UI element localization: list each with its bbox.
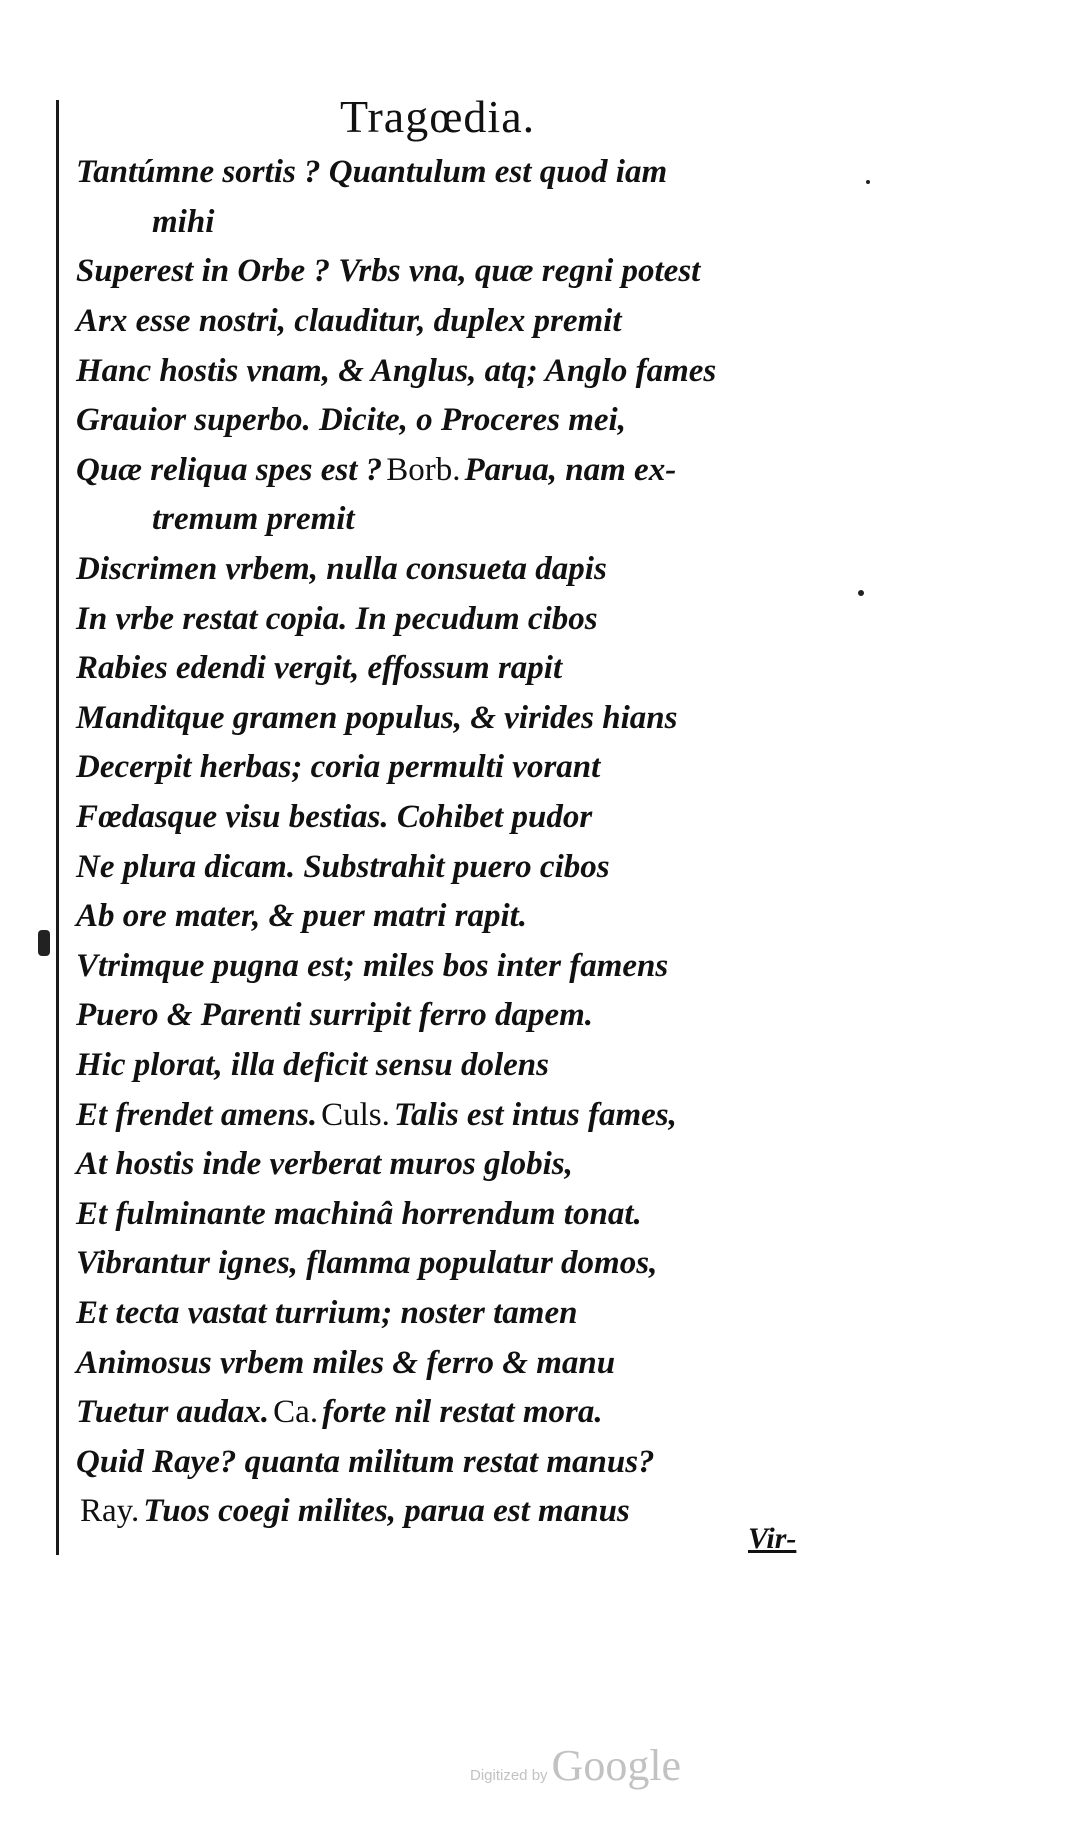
verse-line <box>76 1041 836 1091</box>
verse-text: Et fulminante machinâ horrendum tonat. <box>76 1195 642 1232</box>
watermark-prefix: Digitized by <box>470 1767 548 1784</box>
verse-line <box>76 991 836 1041</box>
verse-text: forte nil restat mora. <box>322 1394 603 1431</box>
speaker-label: Culs. <box>321 1096 390 1133</box>
verse-text: Puero & Parenti surripit ferro dapem. <box>76 997 594 1034</box>
verse-line <box>76 148 836 198</box>
verse-text: tremum premit <box>152 501 355 538</box>
digitized-watermark <box>470 1740 681 1791</box>
verse-line <box>76 495 836 545</box>
verse-text: Parua, nam ex- <box>464 451 677 488</box>
verse-text: Fœdasque visu bestias. Cohibet pudor <box>76 799 593 836</box>
verse-text: Decerpit herbas; coria permulti vorant <box>76 749 601 786</box>
verse-block <box>76 148 836 1537</box>
watermark-brand: Google <box>551 1741 682 1790</box>
verse-text: At hostis inde verberat muros globis, <box>76 1146 573 1183</box>
verse-line <box>76 1289 836 1339</box>
verse-text: Superest in Orbe ? Vrbs vna, quæ regni potest <box>76 253 701 290</box>
verse-text: Discrimen vrbem, nulla consueta dapis <box>76 551 607 588</box>
verse-text: Vibrantur ignes, flamma populatur domos, <box>76 1245 658 1282</box>
verse-line <box>76 793 836 843</box>
verse-text: Ne plura dicam. Substrahit puero cibos <box>76 848 610 885</box>
running-head: Tragœdia. <box>340 91 536 142</box>
margin-rule <box>56 100 59 1555</box>
verse-text: Rabies edendi vergit, effossum rapit <box>76 650 563 687</box>
verse-text: Arx esse nostri, clauditur, duplex premit <box>76 303 622 340</box>
verse-line <box>76 446 836 496</box>
verse-line <box>76 198 836 248</box>
verse-text: Manditque gramen populus, & virides hians <box>76 699 678 736</box>
verse-text: Quæ reliqua spes est ? <box>76 451 383 488</box>
verse-text: Vtrimque pugna est; miles bos inter famens <box>76 947 669 984</box>
verse-line <box>76 1338 836 1388</box>
verse-text: Ab ore mater, & puer matri rapit. <box>76 898 528 935</box>
verse-text: Animosus vrbem miles & ferro & manu <box>76 1344 616 1381</box>
verse-line <box>76 842 836 892</box>
verse-line <box>76 396 836 446</box>
verse-line <box>76 694 836 744</box>
verse-text: Hic plorat, illa deficit sensu dolens <box>76 1046 550 1083</box>
ink-speck <box>858 590 864 596</box>
verse-line <box>76 892 836 942</box>
verse-text: Hanc hostis vnam, & Anglus, atq; Anglo fames <box>76 352 717 389</box>
verse-text: Et frendet amens. <box>76 1096 318 1133</box>
verse-line <box>76 1140 836 1190</box>
verse-line <box>76 247 836 297</box>
verse-text: Grauior superbo. Dicite, o Proceres mei, <box>76 402 626 439</box>
verse-line <box>76 743 836 793</box>
verse-text: Tuetur audax. <box>76 1394 270 1431</box>
speaker-label: Ray. <box>80 1493 140 1530</box>
verse-line <box>76 644 836 694</box>
verse-line <box>76 942 836 992</box>
verse-text: Quid Raye? quanta militum restat manus? <box>76 1443 655 1480</box>
verse-line <box>76 545 836 595</box>
verse-text: Tuos coegi milites, parua est manus <box>143 1493 630 1530</box>
ink-blot <box>38 930 50 956</box>
verse-line <box>76 1239 836 1289</box>
verse-line <box>76 297 836 347</box>
speaker-label: Ca. <box>273 1394 319 1431</box>
verse-line <box>76 594 836 644</box>
speaker-label: Borb. <box>386 451 461 488</box>
verse-line <box>76 1388 836 1438</box>
verse-line <box>76 346 836 396</box>
verse-line <box>76 1437 836 1487</box>
verse-line <box>76 1090 836 1140</box>
catchword: Vir- <box>748 1522 797 1555</box>
verse-line <box>76 1189 836 1239</box>
verse-text: mihi <box>152 203 215 240</box>
verse-line <box>76 1487 836 1537</box>
verse-text: Et tecta vastat turrium; noster tamen <box>76 1294 578 1331</box>
ink-speck <box>866 180 870 184</box>
verse-text: Talis est intus fames, <box>393 1096 677 1133</box>
verse-text: Tantúmne sortis ? Quantulum est quod iam <box>76 154 668 191</box>
verse-text: In vrbe restat copia. In pecudum cibos <box>76 600 598 637</box>
